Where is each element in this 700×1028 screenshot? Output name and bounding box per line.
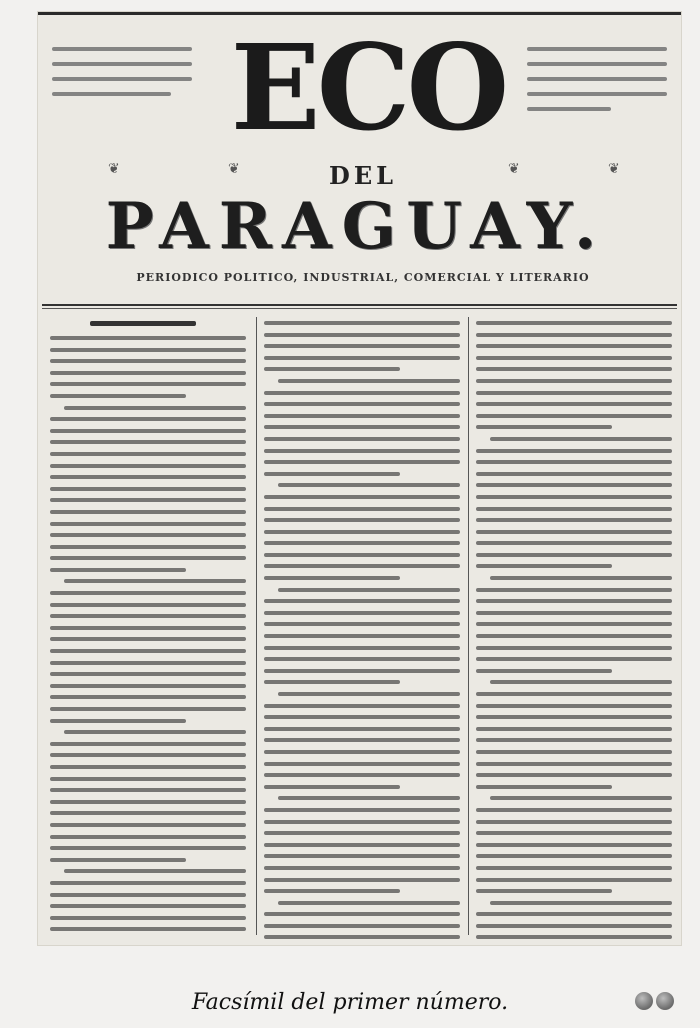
- text-line: [50, 522, 246, 526]
- text-line: [50, 811, 246, 815]
- dot-icon: [635, 992, 653, 1010]
- text-line: [278, 588, 460, 592]
- text-line: [50, 591, 246, 595]
- text-line: [476, 924, 672, 928]
- text-line: [50, 394, 186, 398]
- text-line: [476, 657, 672, 661]
- text-line: [264, 924, 460, 928]
- masthead-title-del: DEL: [329, 161, 397, 190]
- text-line: [264, 449, 460, 453]
- text-line: [264, 564, 460, 568]
- masthead-right-note: [527, 47, 667, 122]
- text-line: [264, 553, 460, 557]
- masthead-title-paraguay: PARAGUAY.: [105, 189, 607, 264]
- text-line: [264, 704, 460, 708]
- text-line: [476, 843, 672, 847]
- text-line: [476, 646, 672, 650]
- text-line: [50, 788, 246, 792]
- text-line: [278, 483, 460, 487]
- text-line: [50, 371, 246, 375]
- text-line: [50, 893, 246, 897]
- text-line: [50, 904, 246, 908]
- text-line: [476, 935, 672, 939]
- text-line: [264, 622, 460, 626]
- text-line: [264, 843, 460, 847]
- text-line: [50, 498, 246, 502]
- text-line: [50, 695, 246, 699]
- text-line: [476, 704, 672, 708]
- text-line: [50, 603, 246, 607]
- text-line: [264, 750, 460, 754]
- text-line: [476, 588, 672, 592]
- text-line: [50, 719, 186, 723]
- ornament-icon: ❦: [608, 161, 620, 177]
- text-line: [50, 533, 246, 537]
- text-line: [50, 382, 246, 386]
- text-line: [50, 614, 246, 618]
- ornament-icon: ❦: [108, 161, 120, 177]
- text-line: [476, 507, 672, 511]
- text-line: [476, 738, 672, 742]
- text-line: [476, 518, 672, 522]
- text-line: [50, 800, 246, 804]
- text-line: [264, 507, 460, 511]
- text-line: [264, 576, 400, 580]
- text-line: [278, 796, 460, 800]
- text-line: [490, 796, 672, 800]
- text-line: [264, 866, 460, 870]
- text-line: [278, 379, 460, 383]
- text-line: [476, 634, 672, 638]
- text-line: [476, 402, 672, 406]
- text-line: [476, 564, 612, 568]
- text-line: [476, 692, 672, 696]
- divider: [42, 308, 677, 309]
- text-line: [64, 869, 246, 873]
- text-line: [64, 579, 246, 583]
- text-line: [64, 730, 246, 734]
- page-marker: [635, 992, 674, 1010]
- text-line: [264, 854, 460, 858]
- text-line: [476, 611, 672, 615]
- text-line: [50, 835, 246, 839]
- text-line: [264, 808, 460, 812]
- figure-caption: Facsímil del primer número.: [191, 990, 509, 1015]
- text-line: [50, 672, 246, 676]
- text-line: [264, 935, 460, 939]
- text-line: [50, 765, 246, 769]
- text-line: [476, 854, 672, 858]
- masthead: [38, 15, 681, 300]
- text-line: [476, 773, 672, 777]
- text-line: [50, 881, 246, 885]
- text-line: [264, 437, 460, 441]
- text-line: [50, 823, 246, 827]
- text-line: [476, 669, 612, 673]
- text-line: [50, 452, 246, 456]
- text-line: [264, 889, 400, 893]
- text-line: [50, 545, 246, 549]
- column-heading: [90, 321, 196, 326]
- text-line: [278, 901, 460, 905]
- text-line: [476, 750, 672, 754]
- text-line: [50, 429, 246, 433]
- text-line: [264, 634, 460, 638]
- text-line: [264, 356, 460, 360]
- text-column-3: [476, 321, 672, 945]
- text-line: [264, 530, 460, 534]
- text-line: [476, 367, 672, 371]
- text-line: [476, 356, 672, 360]
- text-line: [476, 727, 672, 731]
- text-line: [476, 379, 672, 383]
- text-line: [476, 391, 672, 395]
- text-line: [264, 669, 460, 673]
- text-line: [264, 321, 460, 325]
- text-line: [264, 402, 460, 406]
- text-line: [50, 927, 246, 931]
- text-line: [50, 348, 246, 352]
- text-line: [476, 808, 672, 812]
- text-line: [264, 495, 460, 499]
- text-line: [264, 460, 460, 464]
- text-line: [264, 715, 460, 719]
- column-divider: [256, 317, 257, 935]
- text-line: [278, 692, 460, 696]
- text-line: [490, 680, 672, 684]
- text-line: [50, 440, 246, 444]
- ornament-icon: ❦: [228, 161, 240, 177]
- divider: [42, 304, 677, 306]
- text-line: [50, 626, 246, 630]
- text-line: [50, 487, 246, 491]
- text-line: [476, 321, 672, 325]
- text-line: [476, 333, 672, 337]
- text-line: [50, 464, 246, 468]
- text-line: [476, 820, 672, 824]
- text-line: [50, 777, 246, 781]
- text-line: [264, 646, 460, 650]
- text-line: [476, 425, 612, 429]
- text-line: [476, 622, 672, 626]
- text-line: [264, 657, 460, 661]
- text-line: [476, 344, 672, 348]
- text-line: [50, 336, 246, 340]
- text-line: [264, 333, 460, 337]
- text-line: [264, 738, 460, 742]
- text-line: [50, 846, 246, 850]
- text-line: [64, 406, 246, 410]
- text-line: [264, 541, 460, 545]
- text-line: [476, 460, 672, 464]
- text-line: [264, 680, 400, 684]
- text-line: [50, 916, 246, 920]
- text-line: [476, 449, 672, 453]
- text-line: [476, 530, 672, 534]
- text-line: [50, 568, 186, 572]
- text-line: [264, 820, 460, 824]
- text-line: [490, 901, 672, 905]
- masthead-subtitle: PERIODICO POLITICO, INDUSTRIAL, COMERCIAL Y LITERARIO: [136, 271, 590, 284]
- text-line: [264, 785, 400, 789]
- text-line: [476, 889, 612, 893]
- text-line: [264, 472, 400, 476]
- text-line: [476, 785, 612, 789]
- text-column-1: [50, 321, 246, 939]
- text-line: [50, 649, 246, 653]
- text-line: [476, 553, 672, 557]
- text-line: [476, 866, 672, 870]
- dot-icon: [656, 992, 674, 1010]
- text-line: [264, 425, 460, 429]
- ornament-icon: ❦: [508, 161, 520, 177]
- text-line: [50, 707, 246, 711]
- masthead-left-note: [52, 47, 192, 107]
- text-line: [476, 495, 672, 499]
- text-line: [476, 831, 672, 835]
- text-line: [264, 773, 460, 777]
- text-line: [264, 878, 460, 882]
- text-line: [264, 344, 460, 348]
- text-line: [50, 417, 246, 421]
- text-line: [490, 576, 672, 580]
- text-line: [264, 414, 460, 418]
- text-line: [476, 414, 672, 418]
- text-line: [264, 391, 460, 395]
- text-line: [50, 753, 246, 757]
- text-line: [476, 715, 672, 719]
- text-line: [264, 912, 460, 916]
- text-line: [50, 858, 186, 862]
- text-line: [50, 359, 246, 363]
- text-line: [50, 742, 246, 746]
- text-line: [476, 541, 672, 545]
- text-line: [476, 912, 672, 916]
- text-line: [476, 483, 672, 487]
- text-line: [264, 727, 460, 731]
- masthead-title-eco: ECO: [230, 18, 506, 157]
- text-column-2: [264, 321, 460, 945]
- text-line: [50, 475, 246, 479]
- text-line: [476, 878, 672, 882]
- text-line: [50, 661, 246, 665]
- text-line: [50, 556, 246, 560]
- text-line: [490, 437, 672, 441]
- text-line: [264, 599, 460, 603]
- text-line: [264, 367, 400, 371]
- text-line: [264, 762, 460, 766]
- text-line: [50, 510, 246, 514]
- text-line: [264, 518, 460, 522]
- text-line: [50, 684, 246, 688]
- newspaper-facsimile: [38, 12, 681, 945]
- text-line: [264, 611, 460, 615]
- text-line: [264, 831, 460, 835]
- text-line: [50, 637, 246, 641]
- text-line: [476, 472, 672, 476]
- text-line: [476, 762, 672, 766]
- column-divider: [468, 317, 469, 935]
- text-line: [476, 599, 672, 603]
